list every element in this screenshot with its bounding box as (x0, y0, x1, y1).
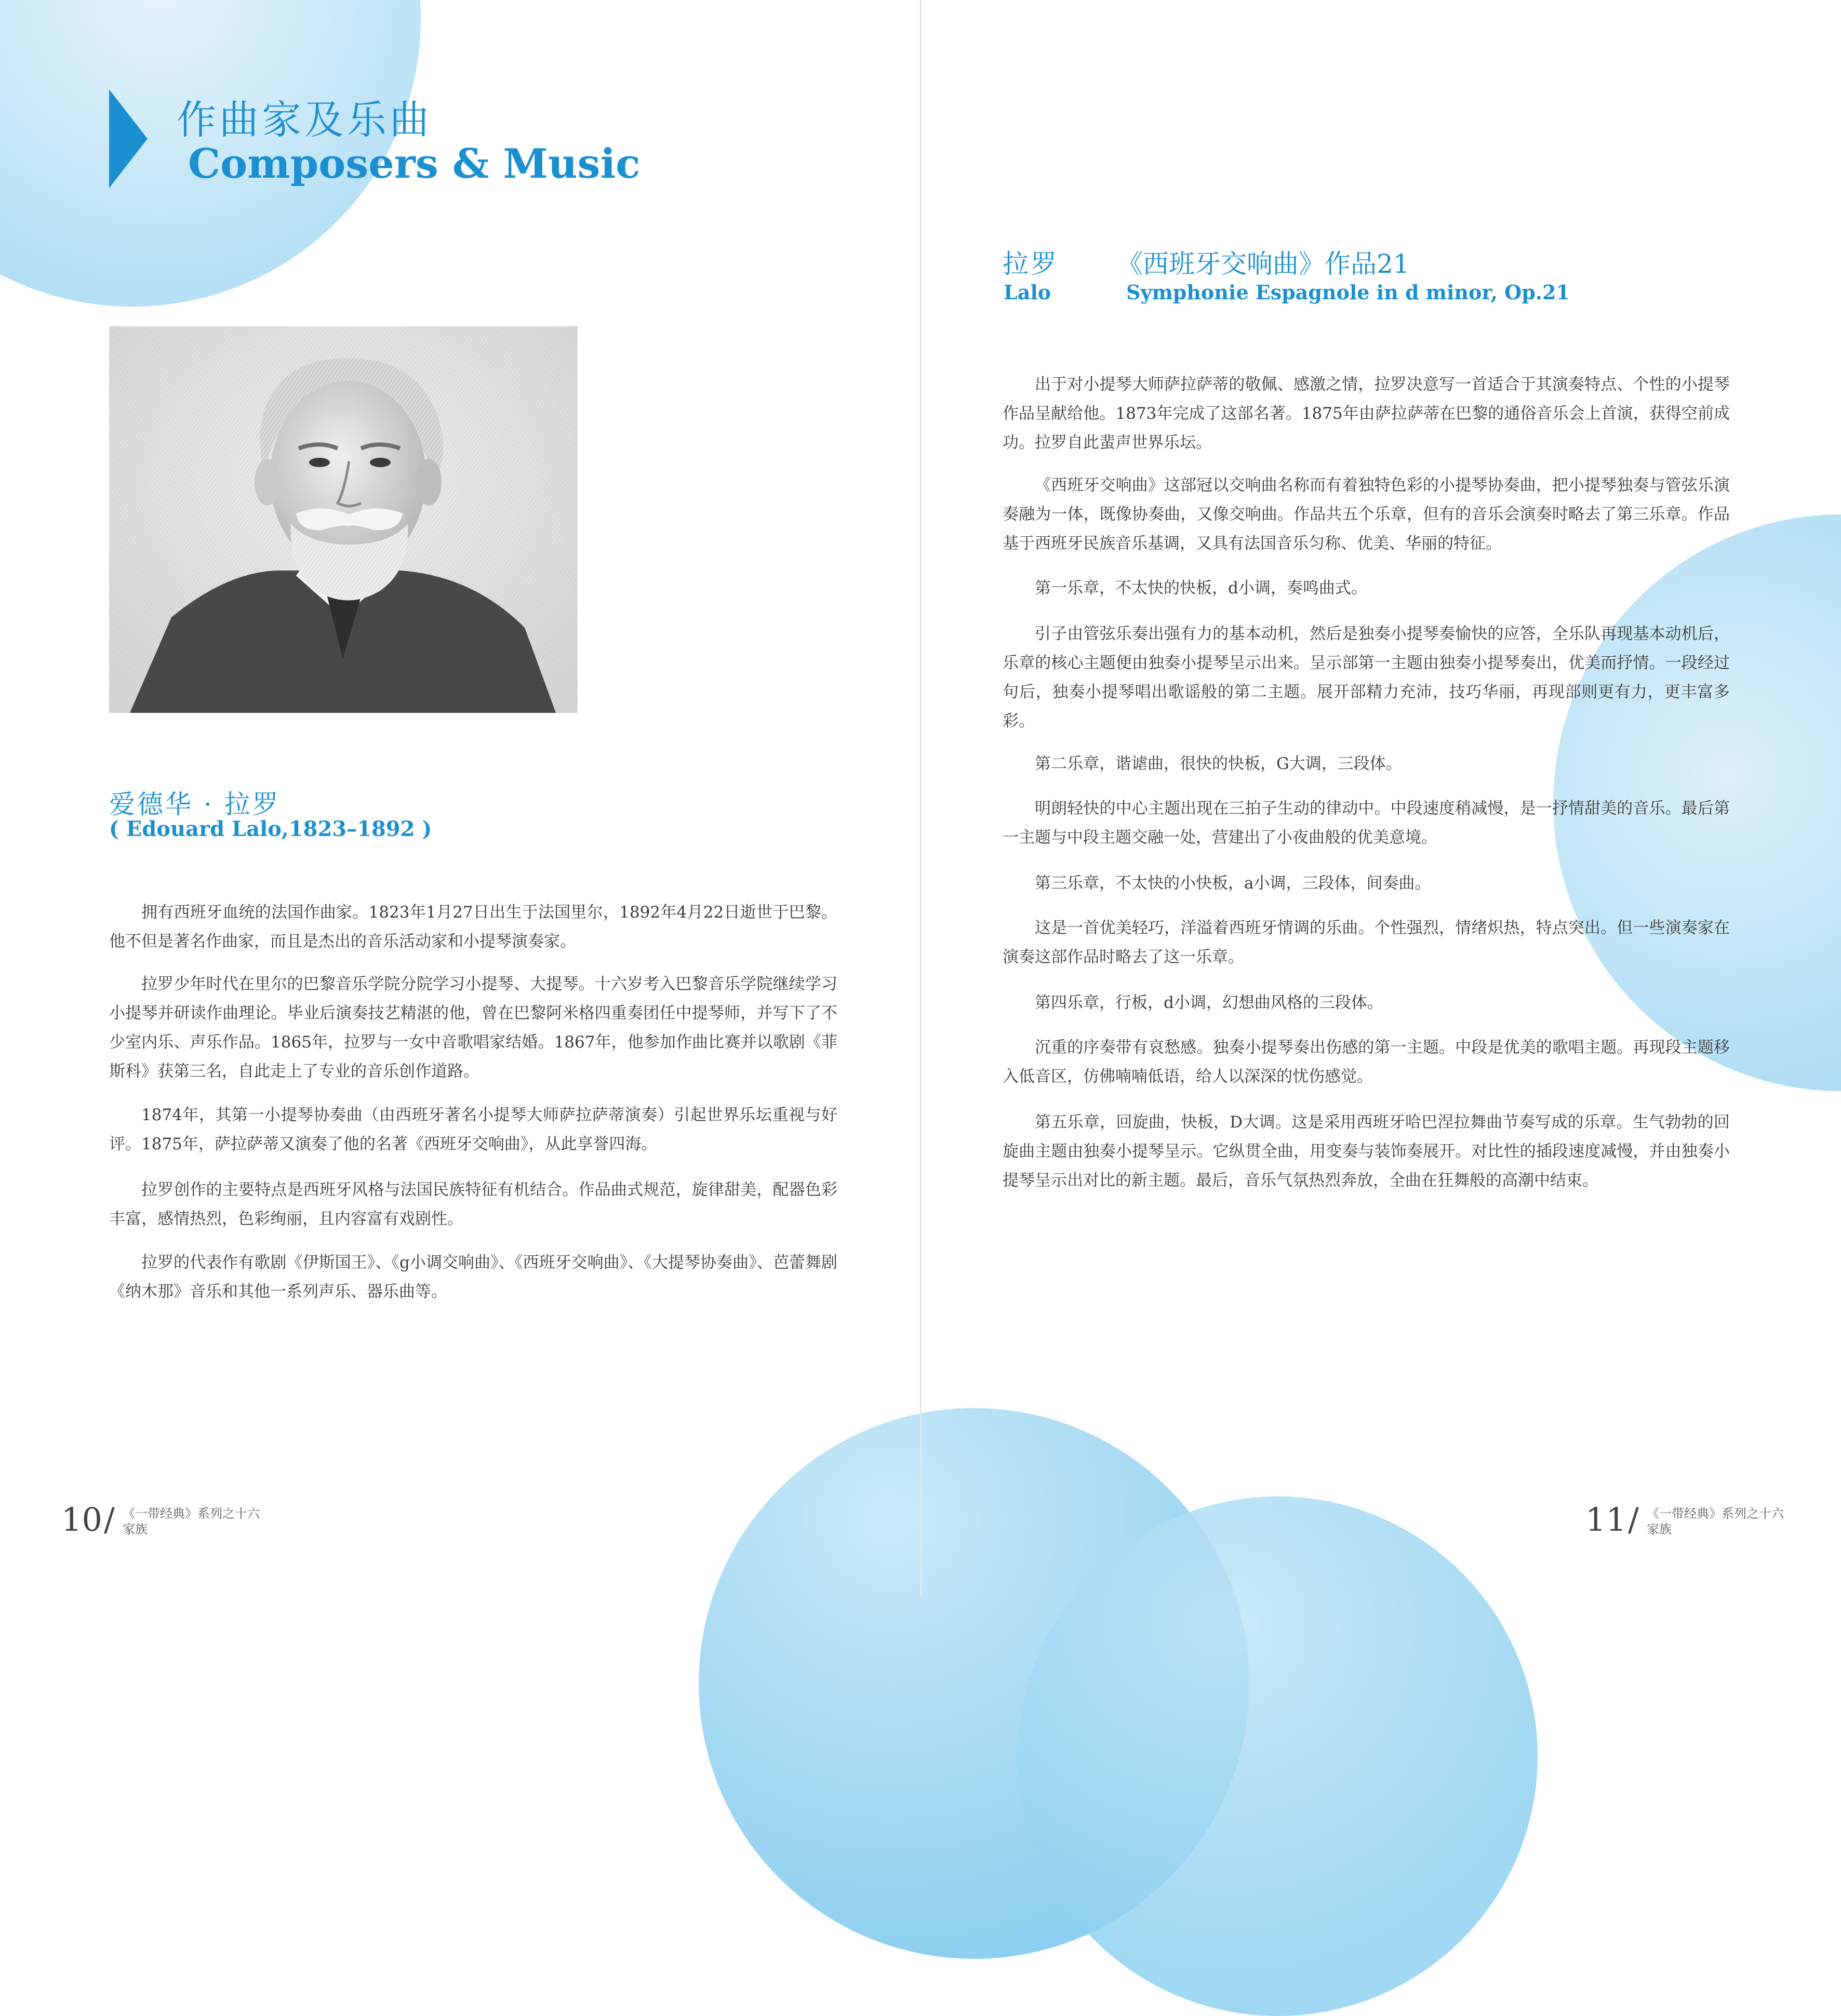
section-title-english: Composers & Music (188, 140, 641, 188)
page-number-right: 11 (1585, 1501, 1626, 1538)
biography-paragraph: 拉罗创作的主要特点是西班牙风格与法国民族特征有机结合。作品曲式规范，旋律甜美，配器色彩丰富，感情热烈，色彩绚丽，且内容富有戏剧性。 (109, 1181, 837, 1228)
program-note-paragraph: 第五乐章，回旋曲，快板，D大调。这是采用西班牙哈巴涅拉舞曲节奏写成的乐章。生气勃勃的回旋曲主题由独奏小提琴呈示。它纵贯全曲，用变奏与装饰奏展开。对比性的插段速度减慢，并由独奏小提琴呈示出对比的新主题。最后，音乐气氛热烈奔放，全曲在狂舞般的高潮中结束。 (1003, 1113, 1730, 1190)
piece-title-chinese: 《西班牙交响曲》作品21 (1117, 249, 1410, 279)
page-number-left: 10 (61, 1501, 102, 1538)
piece-composer-english: Lalo (1004, 281, 1051, 304)
movement-heading: 第三乐章，不太快的小快板，a小调，三段体，间奏曲。 (1035, 874, 1431, 893)
footer-series-line: 《一带经典》系列之十六 (1647, 1506, 1784, 1521)
book-spine (920, 0, 922, 1596)
section-title-chinese: 作曲家及乐曲 (177, 97, 432, 143)
composer-name-english: ( Edouard Lalo,1823–1892 ) (109, 817, 432, 841)
program-note-paragraph: 明朗轻快的中心主题出现在三拍子生动的律动中。中段速度稍减慢，是一抒情甜美的音乐。最后第一主题与中段主题交融一处，营建出了小夜曲般的优美意境。 (1003, 799, 1730, 847)
page-number-separator: / (1628, 1501, 1639, 1538)
program-note-paragraph: 出于对小提琴大师萨拉萨蒂的敬佩、感激之情，拉罗决意写一首适合于其演奏特点、个性的小提琴作品呈献给他。1873年完成了这部名著。1875年由萨拉萨蒂在巴黎的通俗音乐会上首演，获得空前成功。拉罗自此蜚声世界乐坛。 (1003, 375, 1730, 452)
program-note-paragraph: 沉重的序奏带有哀愁感。独奏小提琴奏出伤感的第一主题。中段是优美的歌唱主题。再现段主题移入低音区，仿佛喃喃低语，给人以深深的忧伤感觉。 (1003, 1038, 1730, 1086)
footer-series-line: 《一带经典》系列之十六 (123, 1506, 260, 1521)
footer-series-line: 家族 (123, 1522, 148, 1536)
header-arrow-icon (109, 89, 148, 188)
piece-composer-chinese: 拉罗 (1003, 249, 1059, 279)
biography-paragraph: 1874年，其第一小提琴协奏曲（由西班牙著名小提琴大师萨拉萨蒂演奏）引起世界乐坛重视与好评。1875年，萨拉萨蒂又演奏了他的名著《西班牙交响曲》，从此享誉四海。 (109, 1106, 837, 1153)
movement-heading: 第一乐章，不太快的快板，d小调，奏鸣曲式。 (1035, 579, 1367, 598)
footer-series-title (123, 1506, 260, 1537)
program-note-paragraph: 引子由管弦乐奏出强有力的基本动机，然后是独奏小提琴奏愉快的应答，全乐队再现基本动机后，乐章的核心主题便由独奏小提琴呈示出来。呈示部第一主题由独奏小提琴奏出，优美而抒情。一段经过句后，独奏小提琴唱出歌谣般的第二主题。展开部精力充沛，技巧华丽，再现部则更有力，更丰富多彩。 (1003, 625, 1730, 731)
page-number-separator: / (104, 1501, 115, 1538)
decorative-circle-bottom-right (1018, 1496, 1538, 2016)
biography-paragraph: 拥有西班牙血统的法国作曲家。1823年1月27日出生于法国里尔，1892年4月22日逝世于巴黎。他不但是著名作曲家，而且是杰出的音乐活动家和小提琴演奏家。 (109, 903, 837, 951)
program-note-paragraph: 《西班牙交响曲》这部冠以交响曲名称而有着独特色彩的小提琴协奏曲，把小提琴独奏与管弦乐演奏融为一体，既像协奏曲，又像交响曲。作品共五个乐章，但有的音乐会演奏时略去了第三乐章。作品基于西班牙民族音乐基调，又具有法国音乐匀称、优美、华丽的特征。 (1003, 476, 1730, 553)
footer-series-title (1647, 1506, 1784, 1537)
piece-title-english: Symphonie Espagnole in d minor, Op.21 (1126, 281, 1570, 304)
movement-heading: 第四乐章，行板，d小调，幻想曲风格的三段体。 (1035, 993, 1383, 1012)
biography-paragraph: 拉罗少年时代在里尔的巴黎音乐学院分院学习小提琴、大提琴。十六岁考入巴黎音乐学院继续学习小提琴并研读作曲理论。毕业后演奏技艺精湛的他，曾在巴黎阿米格四重奏团任中提琴师，并写下了不少室内乐、声乐作品。1865年，拉罗与一女中音歌唱家结婚。1867年，他参加作曲比赛并以歌剧《菲斯科》获第三名，自此走上了专业的音乐创作道路。 (109, 975, 837, 1081)
footer-series-line: 家族 (1647, 1522, 1672, 1536)
composer-portrait (109, 326, 578, 713)
composer-name-chinese: 爱德华 · 拉罗 (109, 789, 281, 819)
movement-heading: 第二乐章，谐谑曲，很快的快板，G大调，三段体。 (1035, 754, 1402, 773)
program-note-paragraph: 这是一首优美轻巧，洋溢着西班牙情调的乐曲。个性强烈，情绪炽热，特点突出。但一些演奏家在演奏这部作品时略去了这一乐章。 (1003, 919, 1730, 966)
biography-paragraph: 拉罗的代表作有歌剧《伊斯国王》、《g小调交响曲》、《西班牙交响曲》、《大提琴协奏曲》、芭蕾舞剧《纳木那》音乐和其他一系列声乐、器乐曲等。 (109, 1253, 837, 1301)
